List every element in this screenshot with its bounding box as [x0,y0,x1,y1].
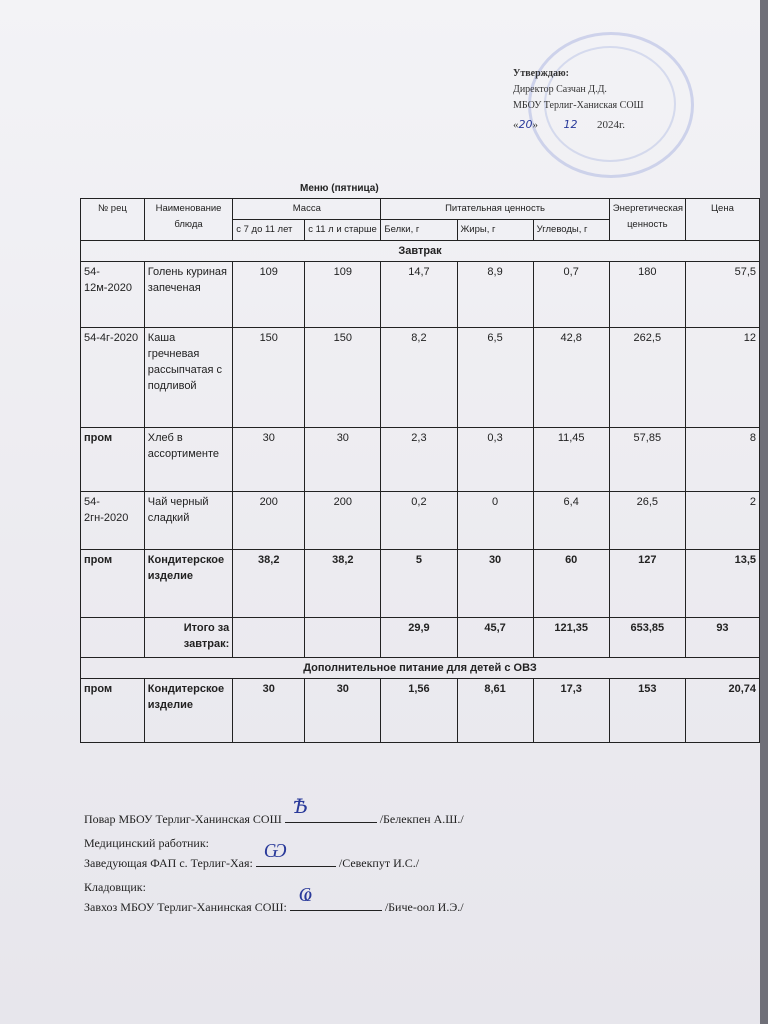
table-row [81,262,760,328]
signature-cook-label: Повар МБОУ Терлиг-Ханинская СОШ [84,812,282,826]
cell-energy: 57,85 [609,428,685,492]
cell-energy: 26,5 [609,492,685,550]
cell-rec: 54-4г-2020 [81,328,145,428]
approval-date: «20» 12 2024г. [513,118,626,131]
total-label: Итого за завтрак: [144,618,232,658]
cell-price: 2 [685,492,759,550]
signature-fap-name: /Севекпут И.С./ [338,856,420,870]
cell-proteins: 1,56 [381,679,457,743]
cell-price: 13,5 [685,550,759,618]
cell-rec: 54-2гн-2020 [81,492,145,550]
cell-mass-2: 200 [305,492,381,550]
cell-fats: 30 [457,550,533,618]
table-row [81,428,760,492]
cell-mass-1: 30 [233,428,305,492]
cell-mass-1: 200 [233,492,305,550]
signature-line [285,794,377,823]
signature-storekeeper-label: Кладовщик: [84,880,146,894]
cell-name: Кондитерское изделие [144,550,232,618]
cell-price: 8 [685,428,759,492]
cell-rec: 54-12м-2020 [81,262,145,328]
cell-proteins: 0,2 [381,492,457,550]
table-row [81,492,760,550]
header-energy: Энергетическая ценность [609,199,685,241]
menu-title: Меню (пятница) [300,183,379,194]
cell-proteins: 14,7 [381,262,457,328]
cell-carbs: 17,3 [533,679,609,743]
cell-fats: 6,5 [457,328,533,428]
approval-date-year: 2024г. [597,119,626,131]
cell-fats: 0 [457,492,533,550]
signature-line [256,838,336,867]
section-breakfast-label: Завтрак [81,241,760,262]
cell-mass-2: 30 [305,679,381,743]
cell-mass-1: 150 [233,328,305,428]
total-empty [233,618,305,658]
cell-name: Голень куриная запеченая [144,262,232,328]
header-proteins: Белки, г [381,220,457,241]
cell-energy: 262,5 [609,328,685,428]
cell-price: 12 [685,328,759,428]
cell-fats: 8,61 [457,679,533,743]
signature-supply-label: Завхоз МБОУ Терлиг-Ханинская СОШ: [84,900,287,914]
cell-energy: 153 [609,679,685,743]
section-extra-label: Дополнительное питание для детей с ОВЗ [81,658,760,679]
cell-rec: пром [81,550,145,618]
cell-proteins: 2,3 [381,428,457,492]
approval-date-month: 12 [563,118,578,131]
table-row [81,328,760,428]
total-price: 93 [685,618,759,658]
signature-cook-name: /Белекпен А.Ш./ [379,812,464,826]
cell-energy: 127 [609,550,685,618]
approval-school: МБОУ Терлиг-Ханиская СОШ [513,100,644,111]
handwritten-signature-icon: Ҩ [297,882,312,906]
cell-name: Кондитерское изделие [144,679,232,743]
menu-table [80,198,760,743]
cell-carbs: 11,45 [533,428,609,492]
total-carbs: 121,35 [533,618,609,658]
table-row [81,550,760,618]
header-nutrition: Питательная ценность [381,199,609,220]
header-fats: Жиры, г [457,220,533,241]
header-row-1 [81,199,760,220]
handwritten-signature-icon: Ѣ [292,794,308,818]
total-fats: 45,7 [457,618,533,658]
cell-mass-2: 38,2 [305,550,381,618]
cell-carbs: 6,4 [533,492,609,550]
cell-proteins: 5 [381,550,457,618]
header-carbs: Углеводы, г [533,220,609,241]
cell-carbs: 42,8 [533,328,609,428]
cell-energy: 180 [609,262,685,328]
cell-fats: 0,3 [457,428,533,492]
signature-fap-label: Заведующая ФАП с. Терлиг-Хая: [84,856,253,870]
cell-carbs: 0,7 [533,262,609,328]
approval-date-day: 20 [518,118,533,131]
signature-cook [84,794,464,827]
cell-carbs: 60 [533,550,609,618]
header-mass-7-11: с 7 до 11 лет [233,220,305,241]
cell-mass-1: 30 [233,679,305,743]
total-proteins: 29,9 [381,618,457,658]
header-name: Наименование блюда [144,199,232,241]
signature-medic-label: Медицинский работник: [84,836,209,850]
cell-mass-2: 109 [305,262,381,328]
header-price: Цена [685,199,759,241]
total-row [81,618,760,658]
total-empty [305,618,381,658]
approval-director: Директор Сазчан Д.Д. [513,84,607,95]
header-mass: Масса [233,199,381,220]
cell-mass-1: 38,2 [233,550,305,618]
header-rec: № рец [81,199,145,241]
cell-price: 57,5 [685,262,759,328]
approval-block [513,66,644,114]
cell-mass-1: 109 [233,262,305,328]
cell-fats: 8,9 [457,262,533,328]
cell-mass-2: 150 [305,328,381,428]
total-empty [81,618,145,658]
cell-name: Хлеб в ассортименте [144,428,232,492]
signature-line [290,882,382,911]
cell-proteins: 8,2 [381,328,457,428]
section-extra [81,658,760,679]
table-row [81,679,760,743]
total-energy: 653,85 [609,618,685,658]
cell-price: 20,74 [685,679,759,743]
header-mass-11: с 11 л и старше [305,220,381,241]
cell-mass-2: 30 [305,428,381,492]
signature-medic [84,836,209,851]
cell-name: Каша гречневая рассыпчатая с подливой [144,328,232,428]
cell-rec: пром [81,679,145,743]
approval-heading: Утверждаю: [513,68,569,79]
section-breakfast [81,241,760,262]
signature-supply-name: /Биче-оол И.Э./ [384,900,464,914]
cell-rec: пром [81,428,145,492]
cell-name: Чай черный сладкий [144,492,232,550]
handwritten-signature-icon: Ѡ [263,838,287,862]
signature-storekeeper [84,880,146,895]
